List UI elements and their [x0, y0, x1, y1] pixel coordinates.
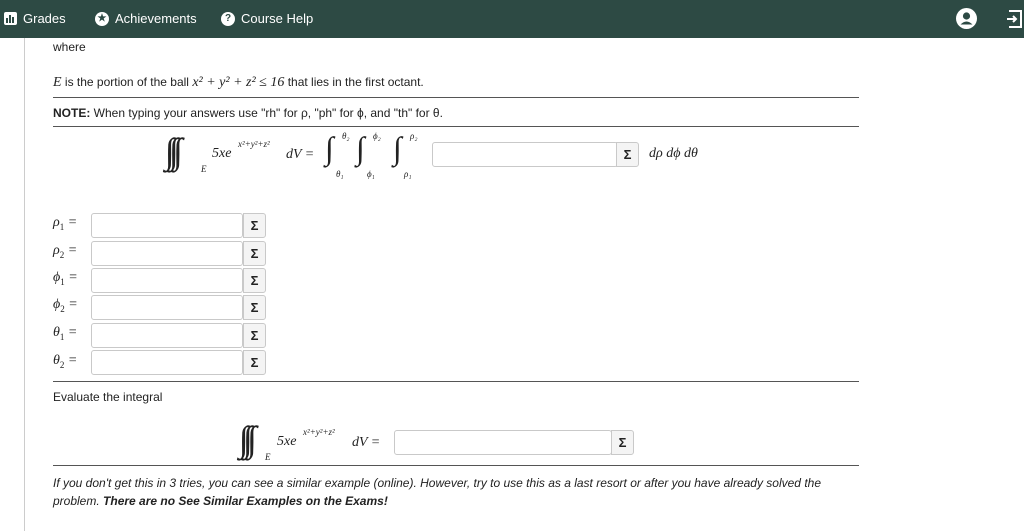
question-icon: ? — [221, 12, 235, 26]
where-label: where — [53, 40, 86, 54]
sigma-button[interactable]: Σ — [243, 295, 266, 320]
phi1-input[interactable] — [91, 268, 243, 293]
region-text-b: that lies in the first octant. — [284, 75, 424, 89]
rho1-label: $\rho_1$ = — [53, 215, 78, 232]
integral-sign: ∫ — [393, 130, 402, 166]
bar-chart-icon — [4, 12, 17, 25]
star-icon: ★ — [95, 12, 109, 26]
sigma-button[interactable]: Σ — [611, 430, 634, 455]
note — [53, 106, 443, 120]
lower-limit-phi: ϕ₁ — [367, 169, 375, 179]
integral-sign: ∫ — [325, 130, 334, 166]
theta1-label: $\theta_1$ = — [53, 325, 78, 342]
problem-content — [24, 38, 1024, 531]
lower-limit-rho: ρ₁ — [404, 169, 412, 179]
integrand-exponent: x²+y²+z² — [238, 139, 270, 149]
integral-region: E — [201, 164, 207, 174]
nav-course-help[interactable] — [221, 11, 313, 26]
lower-limit-theta: θ₁ — [336, 169, 344, 179]
nav-achievements-label: Achievements — [115, 11, 197, 26]
integral-sign: ∫ — [356, 130, 365, 166]
nav-grades[interactable] — [4, 11, 66, 26]
dv-equals: dV = — [352, 435, 381, 450]
integrand: 5xe — [212, 146, 232, 161]
divider — [53, 465, 859, 466]
dv-equals: dV = — [286, 147, 315, 162]
sigma-button[interactable]: Σ — [243, 350, 266, 375]
phi2-input[interactable] — [91, 295, 243, 320]
theta2-input[interactable] — [91, 350, 243, 375]
rho1-input[interactable] — [91, 213, 243, 238]
final-answer-input[interactable] — [394, 430, 612, 455]
user-account-icon[interactable] — [956, 8, 977, 29]
integrand: 5xe — [277, 434, 297, 449]
phi1-label: $\phi_1$ = — [53, 270, 78, 287]
theta1-input[interactable] — [91, 323, 243, 348]
logout-icon[interactable] — [1006, 9, 1024, 32]
differentials: dρ dϕ dθ — [649, 146, 698, 161]
top-nav-bar — [0, 0, 1024, 38]
integrand-exponent: x²+y²+z² — [303, 427, 335, 437]
rho2-label: $\rho_2$ = — [53, 243, 78, 260]
integrand-answer-input[interactable] — [432, 142, 618, 167]
sigma-button[interactable]: Σ — [616, 142, 639, 167]
region-text-a: is the portion of the ball — [61, 75, 193, 89]
note-text: When typing your answers use "rh" for ρ, "ph" for ϕ, and "th" for θ. — [90, 106, 443, 120]
nav-achievements[interactable] — [95, 11, 197, 26]
note-label: NOTE: — [53, 106, 91, 120]
divider — [53, 97, 859, 98]
theta2-label: $\theta_2$ = — [53, 353, 78, 370]
sigma-button[interactable]: Σ — [243, 241, 266, 266]
divider — [53, 126, 859, 127]
upper-limit-rho: ρ₂ — [410, 131, 418, 141]
region-symbol: E — [53, 75, 62, 90]
upper-limit-phi: ϕ₂ — [373, 131, 381, 141]
phi2-label: $\phi_2$ = — [53, 297, 78, 314]
sigma-button[interactable]: Σ — [243, 323, 266, 348]
nav-grades-label: Grades — [23, 11, 66, 26]
nav-course-help-label: Course Help — [241, 11, 314, 26]
footer-text: If you don't get this in 3 tries, you can see a similar example (online). However, try to use this as a last resort or after you have already solved the problem. — [53, 476, 821, 508]
divider — [53, 381, 859, 382]
footer-warning: There are no See Similar Examples on the Exams! — [103, 494, 388, 508]
region-definition — [53, 75, 424, 91]
evaluate-label: Evaluate the integral — [53, 390, 163, 404]
ball-inequality: x² + y² + z² ≤ 16 — [192, 75, 285, 90]
footer-note — [53, 474, 833, 510]
sigma-button[interactable]: Σ — [243, 268, 266, 293]
upper-limit-theta: θ₂ — [342, 131, 350, 141]
integral-region: E — [265, 452, 271, 462]
sigma-button[interactable]: Σ — [243, 213, 266, 238]
rho2-input[interactable] — [91, 241, 243, 266]
